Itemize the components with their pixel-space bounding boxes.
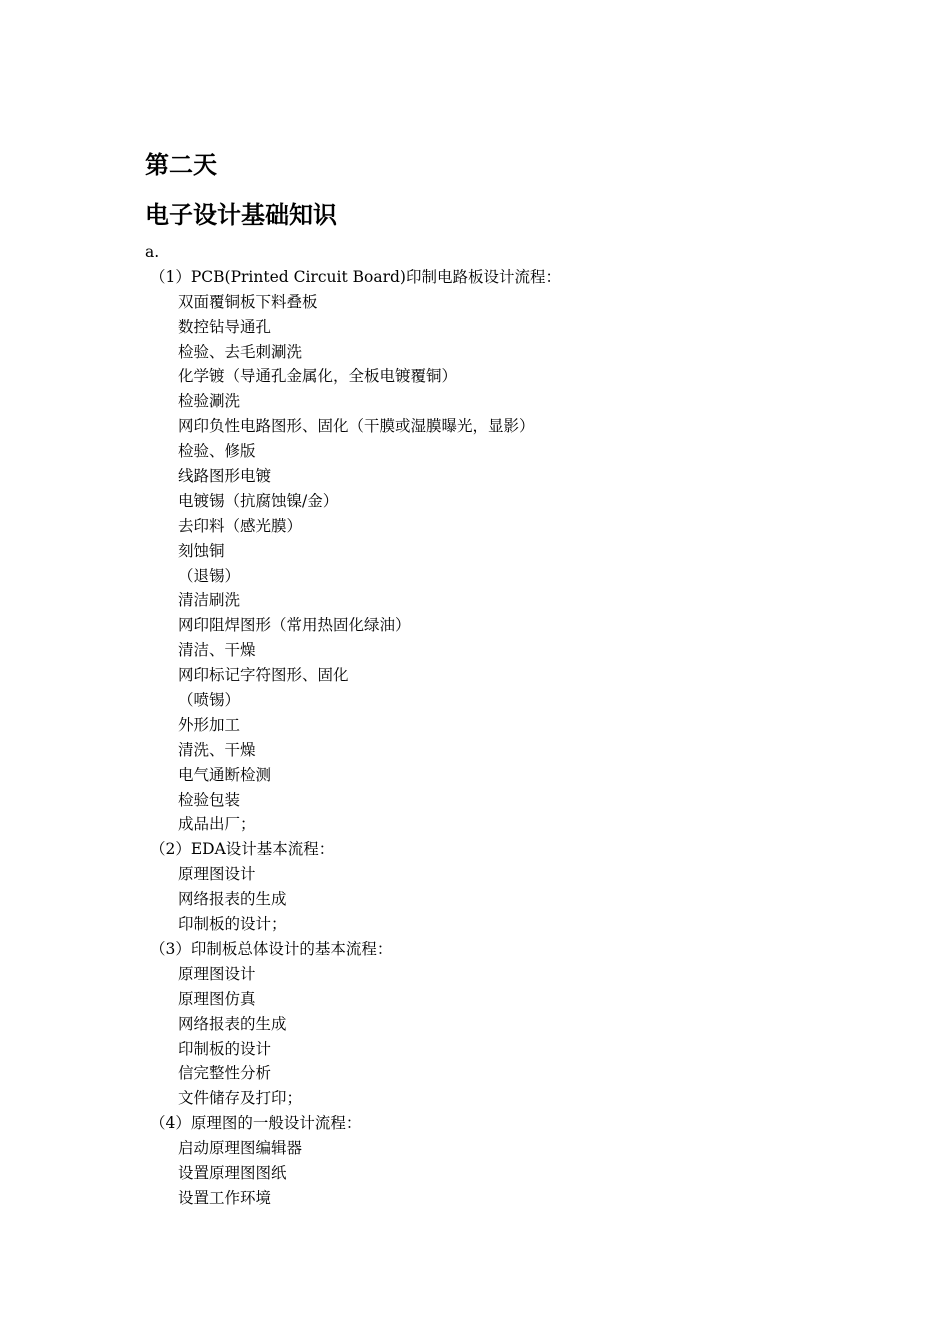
list-item: 检验、修版 [178,442,256,461]
section-heading-line: （2）EDA设计基本流程： [150,840,335,859]
section-heading-line: （3）印制板总体设计的基本流程： [150,939,393,958]
list-item: 印制板的设计； [178,915,287,934]
list-item: 原理图仿真 [178,989,256,1008]
list-item: 双面覆铜板下料叠板 [178,292,318,311]
list-item: 设置工作环境 [178,1188,272,1207]
section-label: a. [145,243,160,261]
list-item: 成品出厂； [178,815,256,834]
list-item: 文件储存及打印； [178,1089,303,1108]
list-item: 数控钻导通孔 [178,317,272,336]
list-item: 网络报表的生成 [178,1014,287,1033]
list-item: 网印阻焊图形（常用热固化绿油） [178,616,411,635]
list-item: 刻蚀铜 [178,541,225,560]
day-heading: 第二天 [145,151,217,179]
list-item: 清洗、干燥 [178,740,256,759]
document-body [0,240,950,1211]
list-item: 外形加工 [178,715,241,734]
list-item: 清洁、干燥 [178,641,256,660]
list-item: 网印标记字符图形、固化 [178,666,349,685]
list-item: 去印料（感光膜） [178,516,303,535]
list-item: 信完整性分析 [178,1064,272,1083]
list-item: 网印负性电路图形、固化（干膜或湿膜曝光，显影） [178,417,535,436]
list-item: 电镀锡（抗腐蚀镍/金） [178,491,339,510]
list-item: 设置原理图图纸 [178,1163,287,1182]
document-title: 电子设计基础知识 [145,201,337,229]
list-item: 启动原理图编辑器 [178,1139,303,1158]
section-heading-line: （1）PCB(Printed Circuit Board)印制电路板设计流程： [150,267,561,286]
list-item: 网络报表的生成 [178,890,287,909]
list-item: 原理图设计 [178,964,256,983]
section-heading-line: （4）原理图的一般设计流程： [150,1114,362,1133]
list-item: 电气通断检测 [178,765,272,784]
list-item: 清洁刷洗 [178,591,241,610]
list-item: 印制板的设计 [178,1039,272,1058]
list-item: 检验涮洗 [178,392,241,411]
list-item: 检验、去毛刺涮洗 [178,342,303,361]
list-item: 线路图形电镀 [178,467,272,486]
list-item: 原理图设计 [178,865,256,884]
list-item: （喷锡） [178,691,241,710]
list-item: 化学镀（导通孔金属化，全板电镀覆铜） [178,367,458,386]
list-item: （退锡） [178,566,241,585]
list-item: 检验包装 [178,790,241,809]
